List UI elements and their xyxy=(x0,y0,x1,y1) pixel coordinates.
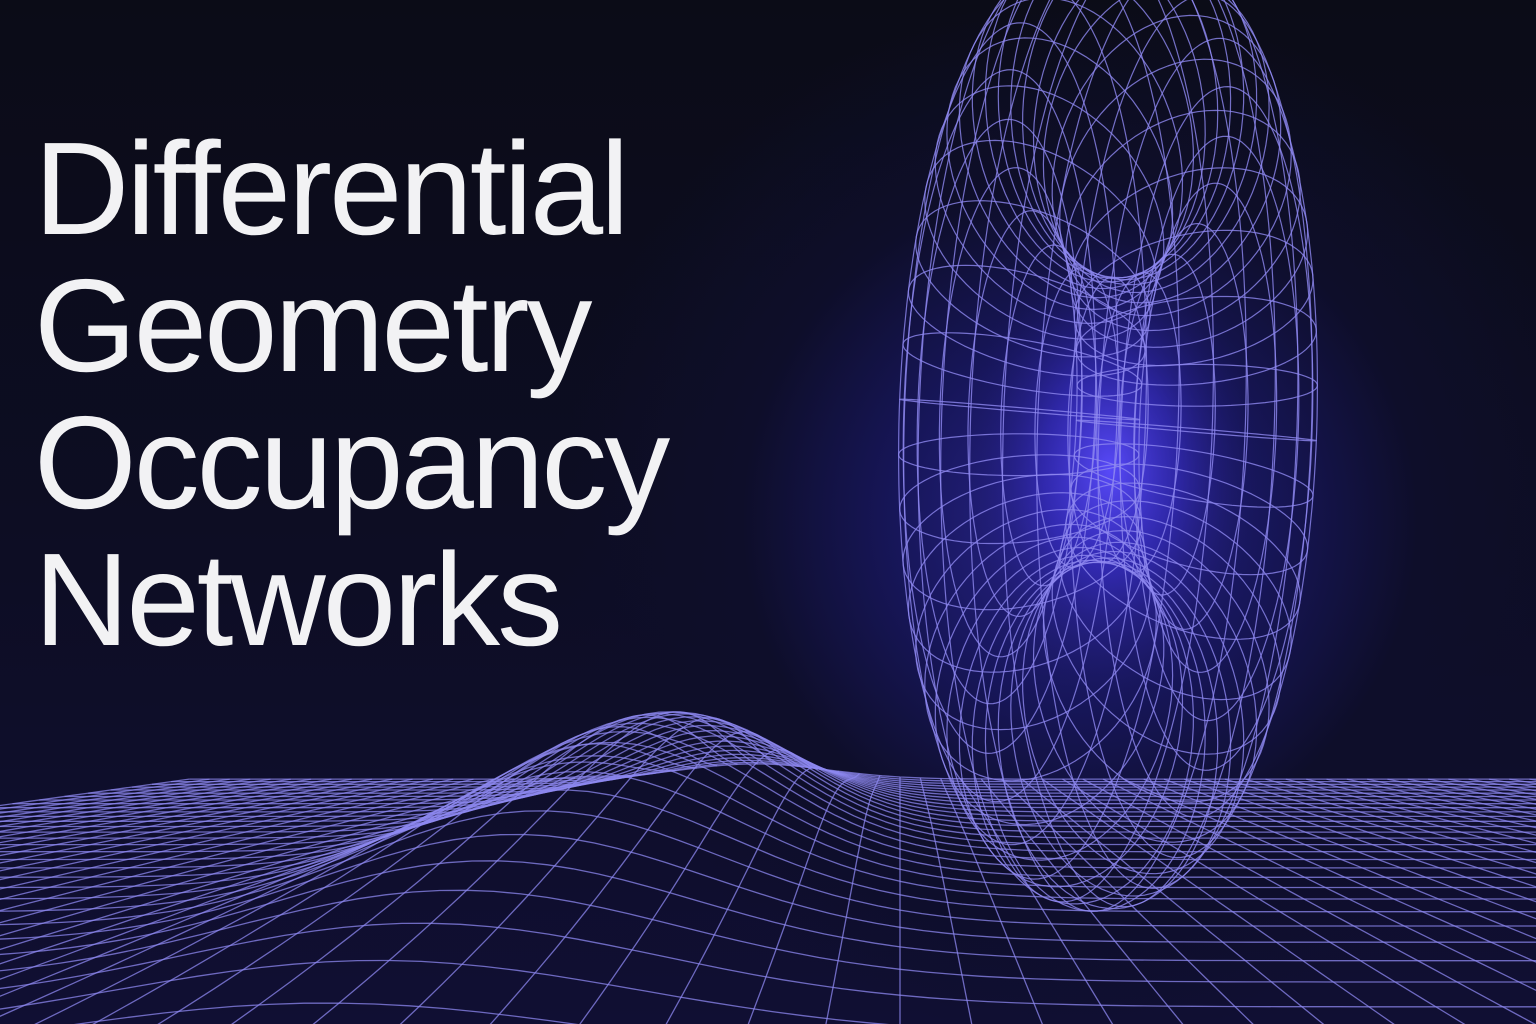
terrain-row-line xyxy=(0,712,1536,832)
terrain-wireframe xyxy=(0,712,1536,1024)
title-line-4: Networks xyxy=(34,526,561,673)
terrain-row-line xyxy=(0,723,1536,859)
terrain-column-line xyxy=(108,718,778,1024)
terrain-row-line xyxy=(0,923,1536,1007)
terrain-row-line xyxy=(0,714,1536,827)
torus-hole-glow xyxy=(960,240,1260,700)
terrain-column-line xyxy=(0,727,717,1024)
poster-title xyxy=(34,115,668,673)
terrain-column-line xyxy=(504,767,839,1024)
terrain-column-line xyxy=(240,732,799,1024)
terrain-row-line xyxy=(0,890,1536,982)
terrain-column-line xyxy=(0,778,595,1024)
torus-meridian-line xyxy=(1023,0,1244,280)
torus-meridian-line xyxy=(1011,0,1231,278)
title-line-3: Occupancy xyxy=(34,389,668,536)
title-line-1: Differential xyxy=(34,115,627,262)
title-line-2: Geometry xyxy=(34,252,590,399)
terrain-row-line xyxy=(0,726,1536,812)
terrain-row-line xyxy=(0,712,1536,838)
